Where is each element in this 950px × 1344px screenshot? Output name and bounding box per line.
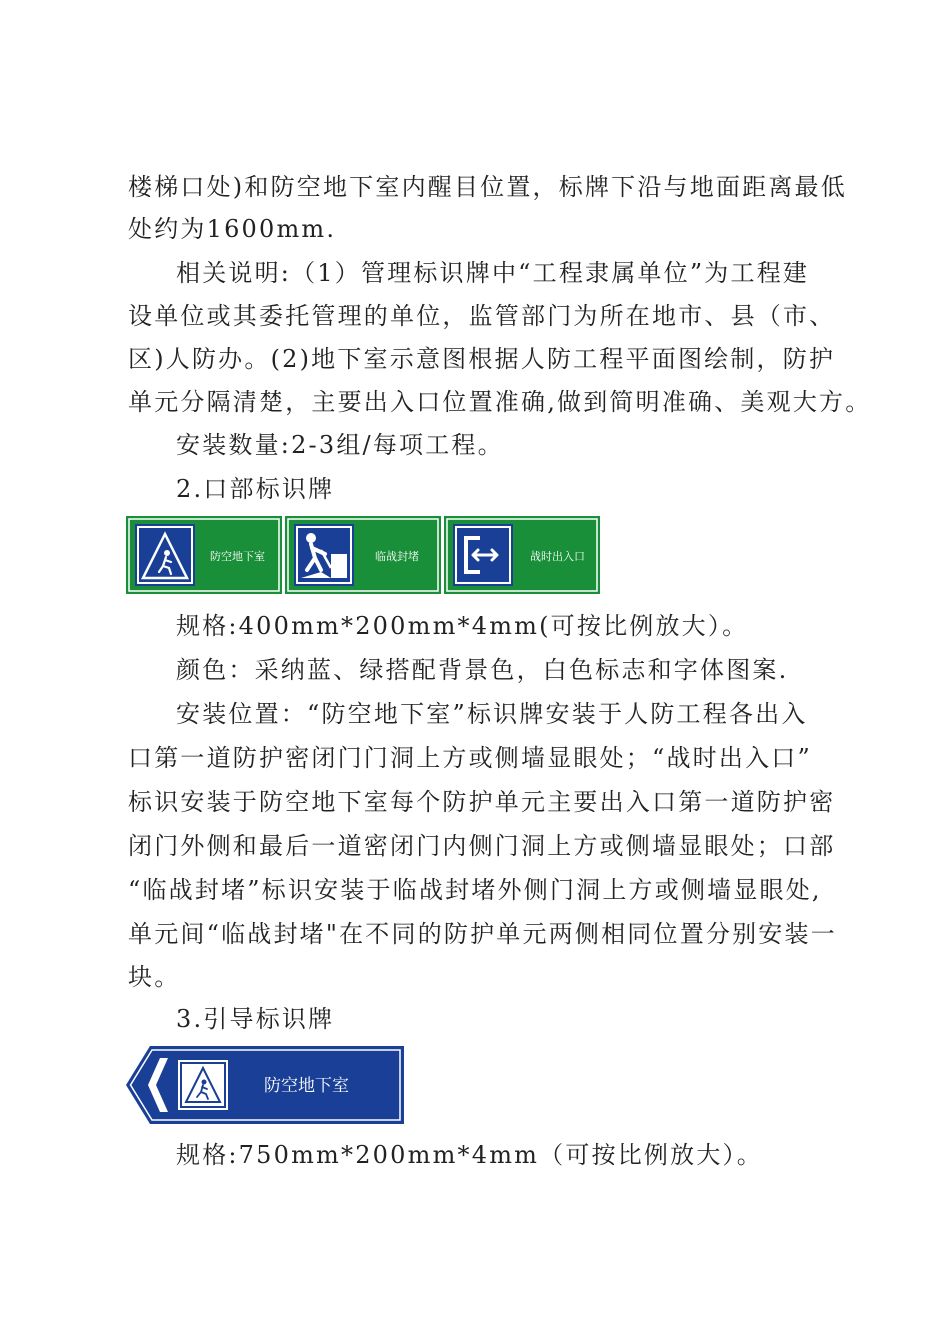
guide-sign-graphic: [126, 1046, 404, 1124]
text-line: 规格:750mm*200mm*4mm（可按比例放大）。: [176, 1141, 763, 1169]
section-heading-2: 2.口部标识牌: [176, 475, 335, 503]
text-line: “临战封堵”标识安装于临战封堵外侧门洞上方或侧墙显眼处,: [128, 876, 822, 904]
civil-defense-triangle-icon: [135, 524, 195, 586]
sign-pre-war-blocking: [285, 516, 441, 594]
section-heading-3: 3.引导标识牌: [176, 1005, 335, 1033]
text-line: 相关说明:（1）管理标识牌中“工程隶属单位”为工程建: [176, 259, 810, 287]
sign-wartime-entrance: [444, 516, 600, 594]
entrance-signs: [126, 516, 600, 594]
text-line: 区)人防办。(2)地下室示意图根据人防工程平面图绘制，防护: [128, 345, 836, 373]
sign-civil-defense-basement: [126, 516, 282, 594]
sign1-label: 防空地下室: [210, 550, 265, 563]
guide-sign: [126, 1046, 404, 1124]
guide-sign-label: 防空地下室: [264, 1076, 349, 1096]
exit-arrows-icon: [453, 524, 513, 586]
text-line: 设单位或其委托管理的单位，监管部门为所在地市、县（市、: [128, 302, 836, 330]
text-line: 安装数量:2-3组/每项工程。: [176, 431, 504, 459]
text-line: 单元间“临战封堵"在不同的防护单元两侧相同位置分别安装一: [128, 920, 837, 948]
text-line: 口第一道防护密闭门门洞上方或侧墙显眼处；“战时出入口”: [128, 744, 812, 772]
text-line: 闭门外侧和最后一道密闭门内侧门洞上方或侧墙显眼处；口部: [128, 832, 836, 860]
worker-shoveling-icon: [294, 524, 354, 586]
entrance-signs-graphic: [126, 516, 600, 594]
text-line: 处约为1600mm.: [128, 215, 337, 243]
text-line: 规格:400mm*200mm*4mm(可按比例放大）。: [176, 612, 749, 640]
text-line: 安装位置：“防空地下室”标识牌安装于人防工程各出入: [176, 700, 808, 728]
text-line: 标识安装于防空地下室每个防护单元主要出入口第一道防护密: [128, 788, 836, 816]
text-line: 颜色：采纳蓝、绿搭配背景色，白色标志和字体图案.: [176, 656, 789, 684]
text-line: 楼梯口处)和防空地下室内醒目位置，标牌下沿与地面距离最低: [128, 173, 847, 201]
sign2-label: 临战封堵: [375, 550, 419, 563]
civil-defense-triangle-icon: [178, 1060, 228, 1110]
sign3-label: 战时出入口: [530, 550, 585, 563]
text-line: 块。: [128, 963, 181, 991]
text-line: 单元分隔清楚，主要出入口位置准确,做到简明准确、美观大方。: [128, 388, 872, 416]
